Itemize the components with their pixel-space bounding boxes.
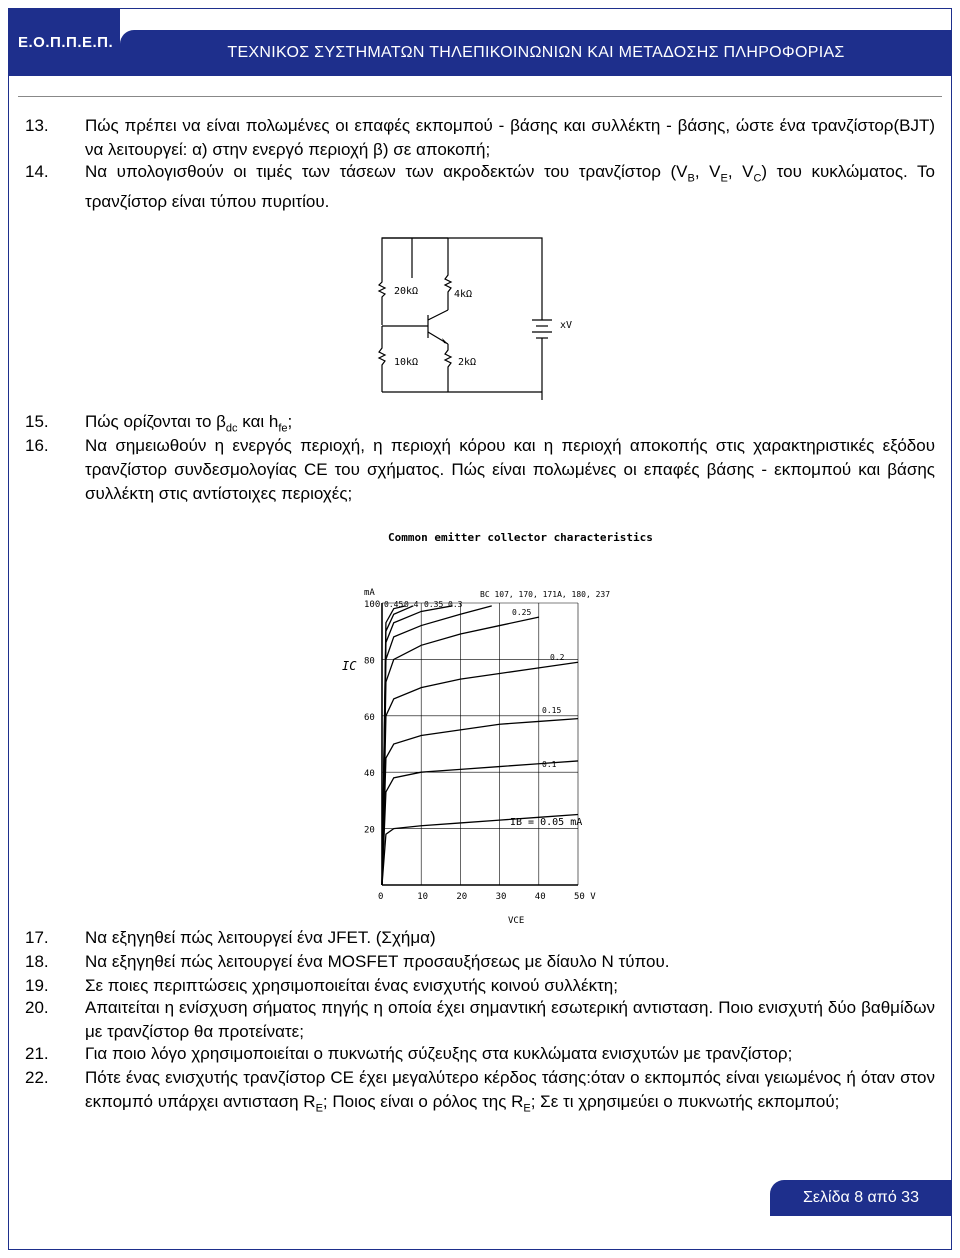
ib-parameter-label: IB = 0.05 mA <box>510 817 583 828</box>
question-text: Πώς πρέπει να είναι πολωμένες οι επαφές εκπομπού - βάσης και συλλέκτη - βάσης, ώστε ένα τρανζίστορ(BJT) να λειτουργεί: α) στην ενεργό περιοχή β) σε αποκοπή; <box>85 116 935 159</box>
question-20 <box>25 996 935 1044</box>
chart-subtitle: BC 107, 170, 171A, 180, 237 <box>480 590 611 599</box>
question-number: 20. <box>25 998 49 1017</box>
y-unit-label: mA <box>364 588 375 598</box>
x-tick-label: 0 <box>378 892 384 902</box>
question-number: 19. <box>25 976 49 995</box>
organization-label: Ε.Ο.Π.Π.Ε.Π. <box>18 34 114 51</box>
curve-label: 0.2 <box>550 653 565 662</box>
curve-label: 0.1 <box>542 760 557 769</box>
question-14 <box>25 160 935 214</box>
question-17 <box>25 926 935 950</box>
question-number: 15. <box>25 412 49 431</box>
curve-label: 0.45 <box>384 600 404 609</box>
header-title: ΤΕΧΝΙΚΟΣ ΣΥΣΤΗΜΑΤΩΝ ΤΗΛΕΠΙΚΟΙΝΩΝΙΩΝ ΚΑΙ ΜΕΤΑΔΟΣΗΣ ΠΛΗΡΟΦΟΡΙΑΣ <box>227 44 845 61</box>
question-22 <box>25 1066 935 1120</box>
x-axis-label: VCE <box>508 916 525 926</box>
question-text: Πώς ορίζονται το $\beta_{dc}$ και $h_{fe}$; <box>85 412 293 435</box>
y-tick-label: 80 <box>364 656 375 667</box>
question-text: Να εξηγηθεί πώς λειτουργεί ένα MOSFET προσαυξήσεως με δίαυλο Ν τύπου. <box>85 952 670 971</box>
y-tick-label: 100 <box>364 600 381 610</box>
page-number: Σελίδα 8 από 33 <box>803 1189 919 1206</box>
curve-label: 0.35 <box>424 600 444 609</box>
transistor-circuit-diagram <box>370 230 590 405</box>
question-16 <box>25 434 935 506</box>
x-tick-label: 40 <box>534 892 546 902</box>
question-19 <box>25 974 935 998</box>
header-rule <box>18 96 942 97</box>
question-number: 16. <box>25 436 49 455</box>
resistor-label: 2kΩ <box>458 357 477 368</box>
question-number: 21. <box>25 1044 49 1063</box>
chart-title: Common emitter collector characteristics <box>388 531 653 544</box>
question-text: Απαιτείται η ενίσχυση σήματος πηγής η οποία έχει σημαντική εσωτερική αντισταση. Ποιο ενισχυτή δύο βαθμίδων με τρανζίστορ θα προτείνατε; <box>85 998 935 1041</box>
supply-label: xV <box>560 320 573 331</box>
series-line <box>382 719 578 885</box>
resistor-label: 4kΩ <box>454 289 473 300</box>
footer-bar <box>770 1180 952 1216</box>
question-number: 18. <box>25 952 49 971</box>
question-text: Να σημειωθούν η ενεργός περιοχή, η περιοχή κόρου και η περιοχή αποκοπής στις χαρακτηριστικές εξόδου τρανζίστορ συνδεσμολογίας CE του σχήματος. Πώς είναι πολωμένες οι επαφές βάσης - εκπομπού και βάσης συλλέκτη στις αντίστοιχες περιοχές; <box>85 436 935 503</box>
question-text: Σε ποιες περιπτώσεις χρησιμοποιείται ένας ενισχυτής κοινού συλλέκτη; <box>85 976 618 995</box>
question-text: Να υπολογισθούν οι τιμές των τάσεων των ακροδεκτών του τρανζίστορ ($V_B$, $V_E$, $V_C$) του κυκλώματος. Το τρανζίστορ είναι τύπου πυριτίου. <box>85 162 935 212</box>
y-axis-label: IC <box>342 659 357 673</box>
resistor-label: 20kΩ <box>394 286 419 297</box>
question-13 <box>25 114 935 162</box>
question-number: 17. <box>25 928 49 947</box>
collector-characteristics-chart <box>320 525 653 926</box>
header-bar <box>120 30 952 76</box>
question-number: 22. <box>25 1068 49 1087</box>
series-line <box>382 606 492 885</box>
curve-label: 0.4 <box>404 600 419 609</box>
x-tick-label: 50 V <box>574 892 596 902</box>
x-tick-label: 30 <box>495 892 507 902</box>
curve-label: 0.25 <box>512 608 532 617</box>
question-number: 13. <box>25 116 49 135</box>
curve-label: 0.15 <box>542 706 562 715</box>
question-number: 14. <box>25 162 49 181</box>
y-tick-label: 40 <box>364 769 375 780</box>
x-tick-label: 20 <box>456 892 468 902</box>
question-text: Πότε ένας ενισχυτής τρανζίστορ CE έχει μεγαλύτερο κέρδος τάσης:όταν ο εκπομπός είναι γειωμένος ή όταν στον εκπομπό υπάρχει αντισταση $R_E$; Ποιος είναι ο ρόλος της $R_E$; Σε τι χρησιμεύει ο πυκνωτής εκπομπού; <box>85 1068 935 1115</box>
y-tick-label: 20 <box>364 825 375 836</box>
resistor-label: 10kΩ <box>394 357 419 368</box>
y-tick-label: 60 <box>364 712 375 723</box>
series-line <box>382 606 413 885</box>
question-21 <box>25 1042 935 1066</box>
question-text: Να εξηγηθεί πώς λειτουργεί ένα JFET. (Σχήμα) <box>85 928 436 947</box>
question-18 <box>25 950 935 974</box>
curve-label: 0.3 <box>448 600 463 609</box>
x-tick-label: 10 <box>417 892 429 902</box>
question-text: Για ποιο λόγο χρησιμοποιείται ο πυκνωτής σύζευξης στα κυκλώματα ενισχυτών με τρανζίστορ; <box>85 1044 793 1063</box>
